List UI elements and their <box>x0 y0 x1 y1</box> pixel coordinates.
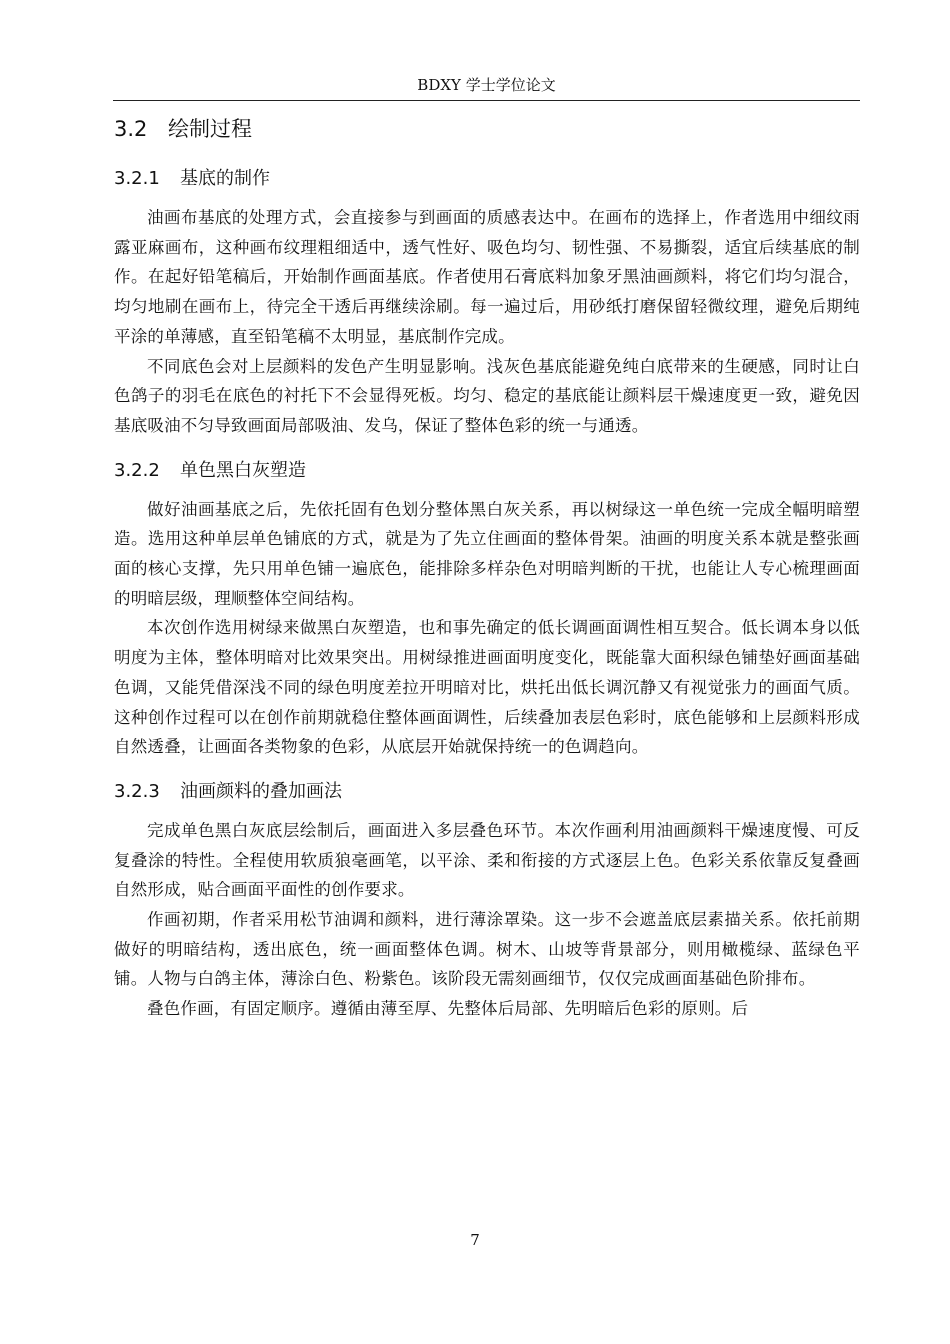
body-paragraph: 完成单色黑白灰底层绘制后，画面进入多层叠色环节。本次作画利用油画颜料干燥速度慢、可反复叠涂的特性。全程使用软质狼毫画笔，以平涂、柔和衔接的方式逐层上色。色彩关系依靠反复叠画自然形成，贴合画面平面性的创作要求。 <box>114 820 860 900</box>
body-paragraph: 叠色作画，有固定顺序。遵循由薄至厚、先整体后局部、先明暗后色彩的原则。后 <box>147 999 749 1019</box>
subsection-number: 3.2.1 <box>114 168 160 189</box>
spacer <box>114 441 860 457</box>
section-number: 3.2 <box>114 117 148 141</box>
body-paragraph: 不同底色会对上层颜料的发色产生明显影响。浅灰色基底能避免纯白底带来的生硬感，同时让白色鸽子的羽毛在底色的衬托下不会显得死板。均匀、稳定的基底能让颜料层干燥速度更一致，避免因基底吸油不匀导致画面局部吸油、发乌，保证了整体色彩的统一与通透。 <box>114 356 860 435</box>
subsection-heading <box>114 457 860 485</box>
subsection-heading <box>114 165 860 193</box>
spacer <box>114 762 860 778</box>
page-number: 7 <box>470 1231 480 1249</box>
subsection-heading <box>114 778 860 806</box>
running-header: BDXY 学士学位论文 <box>417 76 556 94</box>
subsection-number: 3.2.2 <box>114 459 160 481</box>
section-title: 绘制过程 <box>168 117 252 141</box>
body-paragraph: 做好油画基底之后，先依托固有色划分整体黑白灰关系，再以树绿这一单色统一完成全幅明暗塑造。选用这种单层单色铺底的方式，就是为了先立住画面的整体骨架。油画的明度关系本就是整张画面的核心支撑，先只用单色铺一遍底色，能排除多样杂色对明暗判断的干扰，也能让人专心梳理画面的明暗层级，理顺整体空间结构。 <box>114 499 860 608</box>
section-heading <box>114 113 860 145</box>
subsection-title: 油画颜料的叠加画法 <box>180 780 342 802</box>
body-paragraph: 油画布基底的处理方式，会直接参与到画面的质感表达中。在画布的选择上，作者选用中细纹雨露亚麻画布，这种画布纹理粗细适中，透气性好、吸色均匀、韧性强、不易撕裂，适宜后续基底的制作。在起好铅笔稿后，开始制作画面基底。作者使用石膏底料加象牙黑油画颜料，将它们均匀混合，均匀地刷在画布上，待完全干透后再继续涂刷。每一遍过后，用砂纸打磨保留轻微纹理，避免后期纯平涂的单薄感，直至铅笔稿不太明显，基底制作完成。 <box>114 208 860 346</box>
subsection-title: 基底的制作 <box>180 168 270 189</box>
body-paragraph: 作画初期，作者采用松节油调和颜料，进行薄涂罩染。这一步不会遮盖底层素描关系。依托前期做好的明暗结构，透出底色，统一画面整体色调。树木、山坡等背景部分，则用橄榄绿、蓝绿色平铺。人物与白鸽主体，薄涂白色、粉紫色。该阶段无需刻画细节，仅仅完成画面基础色阶排布。 <box>114 910 860 989</box>
header-divider <box>113 100 860 101</box>
page-body <box>114 113 860 1024</box>
subsection-number: 3.2.3 <box>114 780 160 802</box>
subsection-title: 单色黑白灰塑造 <box>180 459 306 481</box>
body-paragraph: 本次创作选用树绿来做黑白灰塑造，也和事先确定的低长调画面调性相互契合。低长调本身以低明度为主体，整体明暗对比效果突出。用树绿推进画面明度变化，既能靠大面积绿色铺垫好画面基础色调，又能凭借深浅不同的绿色明度差拉开明暗对比，烘托出低长调沉静又有视觉张力的画面气质。这种创作过程可以在创作前期就稳住整体画面调性，后续叠加表层色彩时，底色能够和上层颜料形成自然透叠，让画面各类物象的色彩，从底层开始就保持统一的色调趋向。 <box>114 618 860 757</box>
